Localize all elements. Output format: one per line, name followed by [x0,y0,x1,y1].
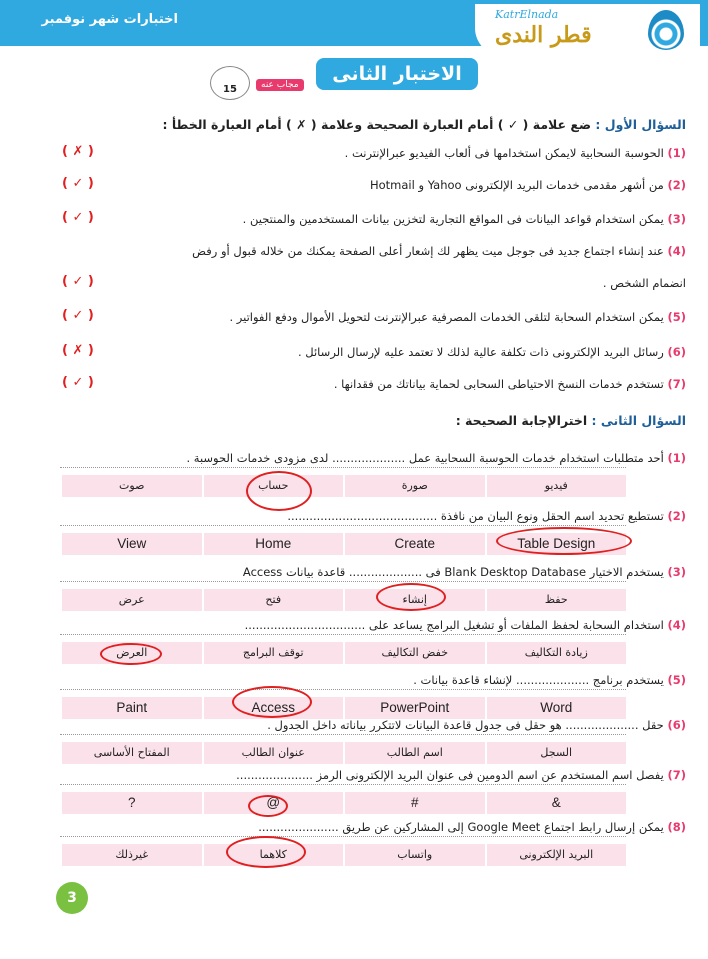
q2-option[interactable]: Create [343,533,485,555]
q2-option[interactable]: المفتاح الأساسى [60,742,202,764]
answer-circle [226,836,306,868]
q2-option[interactable]: السجل [485,742,627,764]
q2-question-number: (1) [667,451,686,465]
answer-circle [376,583,446,611]
q1-statement [334,377,686,391]
q1-statement-text: يمكن استخدام قواعد البيانات فى المواقع التجارية لتخزين بيانات المستخدمين والمنتجين . [242,212,664,226]
q2-question-number: (6) [667,718,686,732]
wrong-mark-icon: ( ✗ ) [62,144,94,159]
q1-statement-number: (3) [667,212,686,226]
q1-statement [192,244,686,258]
q2-option[interactable]: Table Design [485,533,627,555]
q1-statement-text: يمكن استخدام السحابة لتلقى الخدمات المصرفية عبرالإنترنت لتحويل الأموال ودفع الفواتير . [229,310,664,324]
q1-statement-text: رسائل البريد الإلكترونى ذات تكلفة عالية لذلك لا تعتمد عليه لإرسال الرسائل . [297,345,664,359]
q2-options [60,742,626,764]
q1-statement-text: من أشهر مقدمى خدمات البريد الإلكترونى Yahoo و Hotmail [369,178,664,192]
q1-statement-number: (1) [667,146,686,160]
q2-option[interactable]: Word [485,697,627,719]
answer-circle [246,471,312,511]
check-mark-icon: ( ✓ ) [62,308,94,323]
answer-circle [248,795,288,817]
dotted-divider [60,784,626,785]
q2-option[interactable]: العرض [60,642,202,664]
q2-option[interactable]: فتح [202,589,344,611]
q1-statement-text: انضمام الشخص . [602,276,686,290]
dotted-divider [60,634,626,635]
q2-question [236,768,686,782]
q2-question-text: حقل .................... هو حقل فى جدول قاعدة البيانات لاتتكرر بياناته داخل الجدول . [267,718,664,732]
check-mark-icon: ( ✓ ) [62,210,94,225]
q2-option[interactable]: خفض التكاليف [343,642,485,664]
q2-question [267,718,686,732]
answer-circle [100,643,162,665]
q1-statement-text: الحوسبة السحابية لايمكن استخدامها فى ألعاب الفيديو عبرالإنترنت . [344,146,664,160]
q2-option[interactable]: حفظ [485,589,627,611]
q2-option[interactable]: صورة [343,475,485,497]
q2-options [60,589,626,611]
brand-logo [475,4,700,56]
q2-option[interactable]: زيادة التكاليف [485,642,627,664]
dotted-divider [60,525,626,526]
check-mark-icon: ( ✓ ) [62,176,94,191]
q1-statement-text: عند إنشاء اجتماع جديد فى جوجل ميت يظهر لك إشعار أعلى الصفحة يمكنك من خلاله قبول أو رفض [192,244,664,258]
q2-option[interactable]: & [485,792,627,814]
q2-option[interactable]: عرض [60,589,202,611]
q2-option[interactable]: فيديو [485,475,627,497]
q1-statement-number: (2) [667,178,686,192]
q2-option[interactable]: # [343,792,485,814]
q2-question [186,451,686,465]
dotted-divider [60,467,626,468]
q2-question-number: (7) [667,768,686,782]
q2-option[interactable]: Home [202,533,344,555]
q2-heading [456,413,686,428]
q2-option[interactable]: كلاهما [202,844,344,866]
q2-options [60,697,626,719]
q1-statement-number: (6) [667,345,686,359]
answer-circle [232,686,312,718]
q2-question-text: أحد متطلبات استخدام خدمات الحوسبة السحابية عمل .................... لدى مزودى خدمات الحوسبة . [186,451,664,465]
exam-title: الاختبار الثانى [316,58,478,90]
answer-circle [496,527,632,555]
logo-arabic: قطر الندى [495,22,592,48]
q2-option[interactable]: اسم الطالب [343,742,485,764]
q1-statement [345,146,686,160]
q2-question [243,565,686,579]
solved-tag: مجاب عنه [256,79,304,91]
q2-option[interactable]: إنشاء [343,589,485,611]
page-number: 3 [56,882,88,914]
q2-heading-prefix: السؤال الثانى : [591,413,686,428]
q2-question [287,509,686,523]
dotted-divider [60,836,626,837]
q2-question-text: يستخدم الاختيار Blank Desktop Database فى .................... قاعدة بيانات Access [242,565,664,579]
q1-heading-text: ضع علامة ( ✓ ) أمام العبارة الصحيحة وعلامة ( ✗ ) أمام العبارة الخطأ : [162,117,592,132]
q2-question [258,820,686,834]
q2-option[interactable]: حساب [202,475,344,497]
q1-statement-number: (5) [667,310,686,324]
header-title: اختبارات شهر نوفمبر [41,12,178,27]
dotted-divider [60,689,626,690]
q2-question-number: (5) [667,673,686,687]
q2-option[interactable]: Paint [60,697,202,719]
q1-statement [603,276,686,290]
wrong-mark-icon: ( ✗ ) [62,343,94,358]
q1-heading [162,117,686,132]
q1-statement-number: (7) [667,377,686,391]
q2-option[interactable]: البريد الإلكترونى [485,844,627,866]
q2-option[interactable]: صوت [60,475,202,497]
q1-statement [243,212,686,226]
q2-question-text: استخدام السحابة لحفظ الملفات أو تشغيل البرامج يساعد على ................................. [244,618,664,632]
q2-question-number: (4) [667,618,686,632]
check-mark-icon: ( ✓ ) [62,274,94,289]
q1-statement [298,345,686,359]
q2-options [60,475,626,497]
q2-option[interactable]: ? [60,792,202,814]
q2-question-text: يمكن إرسال رابط اجتماع Google Meet إلى المشاركين عن طريق ...................... [258,820,664,834]
q2-option[interactable]: @ [202,792,344,814]
check-mark-icon: ( ✓ ) [62,375,94,390]
dotted-divider [60,581,626,582]
q2-option[interactable]: عنوان الطالب [202,742,344,764]
q1-heading-prefix: السؤال الأول : [595,117,686,132]
q2-heading-text: اخترالإجابة الصحيحة : [455,413,588,428]
q2-option[interactable]: View [60,533,202,555]
q2-option[interactable]: توقف البرامج [202,642,344,664]
q2-question-number: (8) [667,820,686,834]
q2-question-text: تستطيع تحديد اسم الحقل ونوع البيان من نافذة ......................................... [287,509,664,523]
q2-question [413,673,686,687]
q2-question-number: (3) [667,565,686,579]
q2-question-number: (2) [667,509,686,523]
q2-options [60,844,626,866]
q2-option[interactable]: Access [202,697,344,719]
logo-latin: KatrElnada [495,8,559,21]
q2-option[interactable]: واتساب [343,844,485,866]
q2-options [60,792,626,814]
q1-statement-number: (4) [667,244,686,258]
q1-statement-text: تستخدم خدمات النسخ الاحتياطى السحابى لحماية بياناتك من فقدانها . [333,377,664,391]
q2-option[interactable]: غيرذلك [60,844,202,866]
q2-question [245,618,686,632]
score-circle: 15 [210,66,250,100]
q1-statement [229,310,686,324]
dotted-divider [60,734,626,735]
water-drop-icon [648,10,684,50]
q1-statement [370,178,686,192]
q2-option[interactable]: PowerPoint [343,697,485,719]
q2-question-text: يستخدم برنامج .................... لإنشاء قاعدة بيانات . [413,673,664,687]
q2-question-text: يفصل اسم المستخدم عن اسم الدومين فى عنوان البريد الإلكترونى الرمز ..................... [236,768,664,782]
